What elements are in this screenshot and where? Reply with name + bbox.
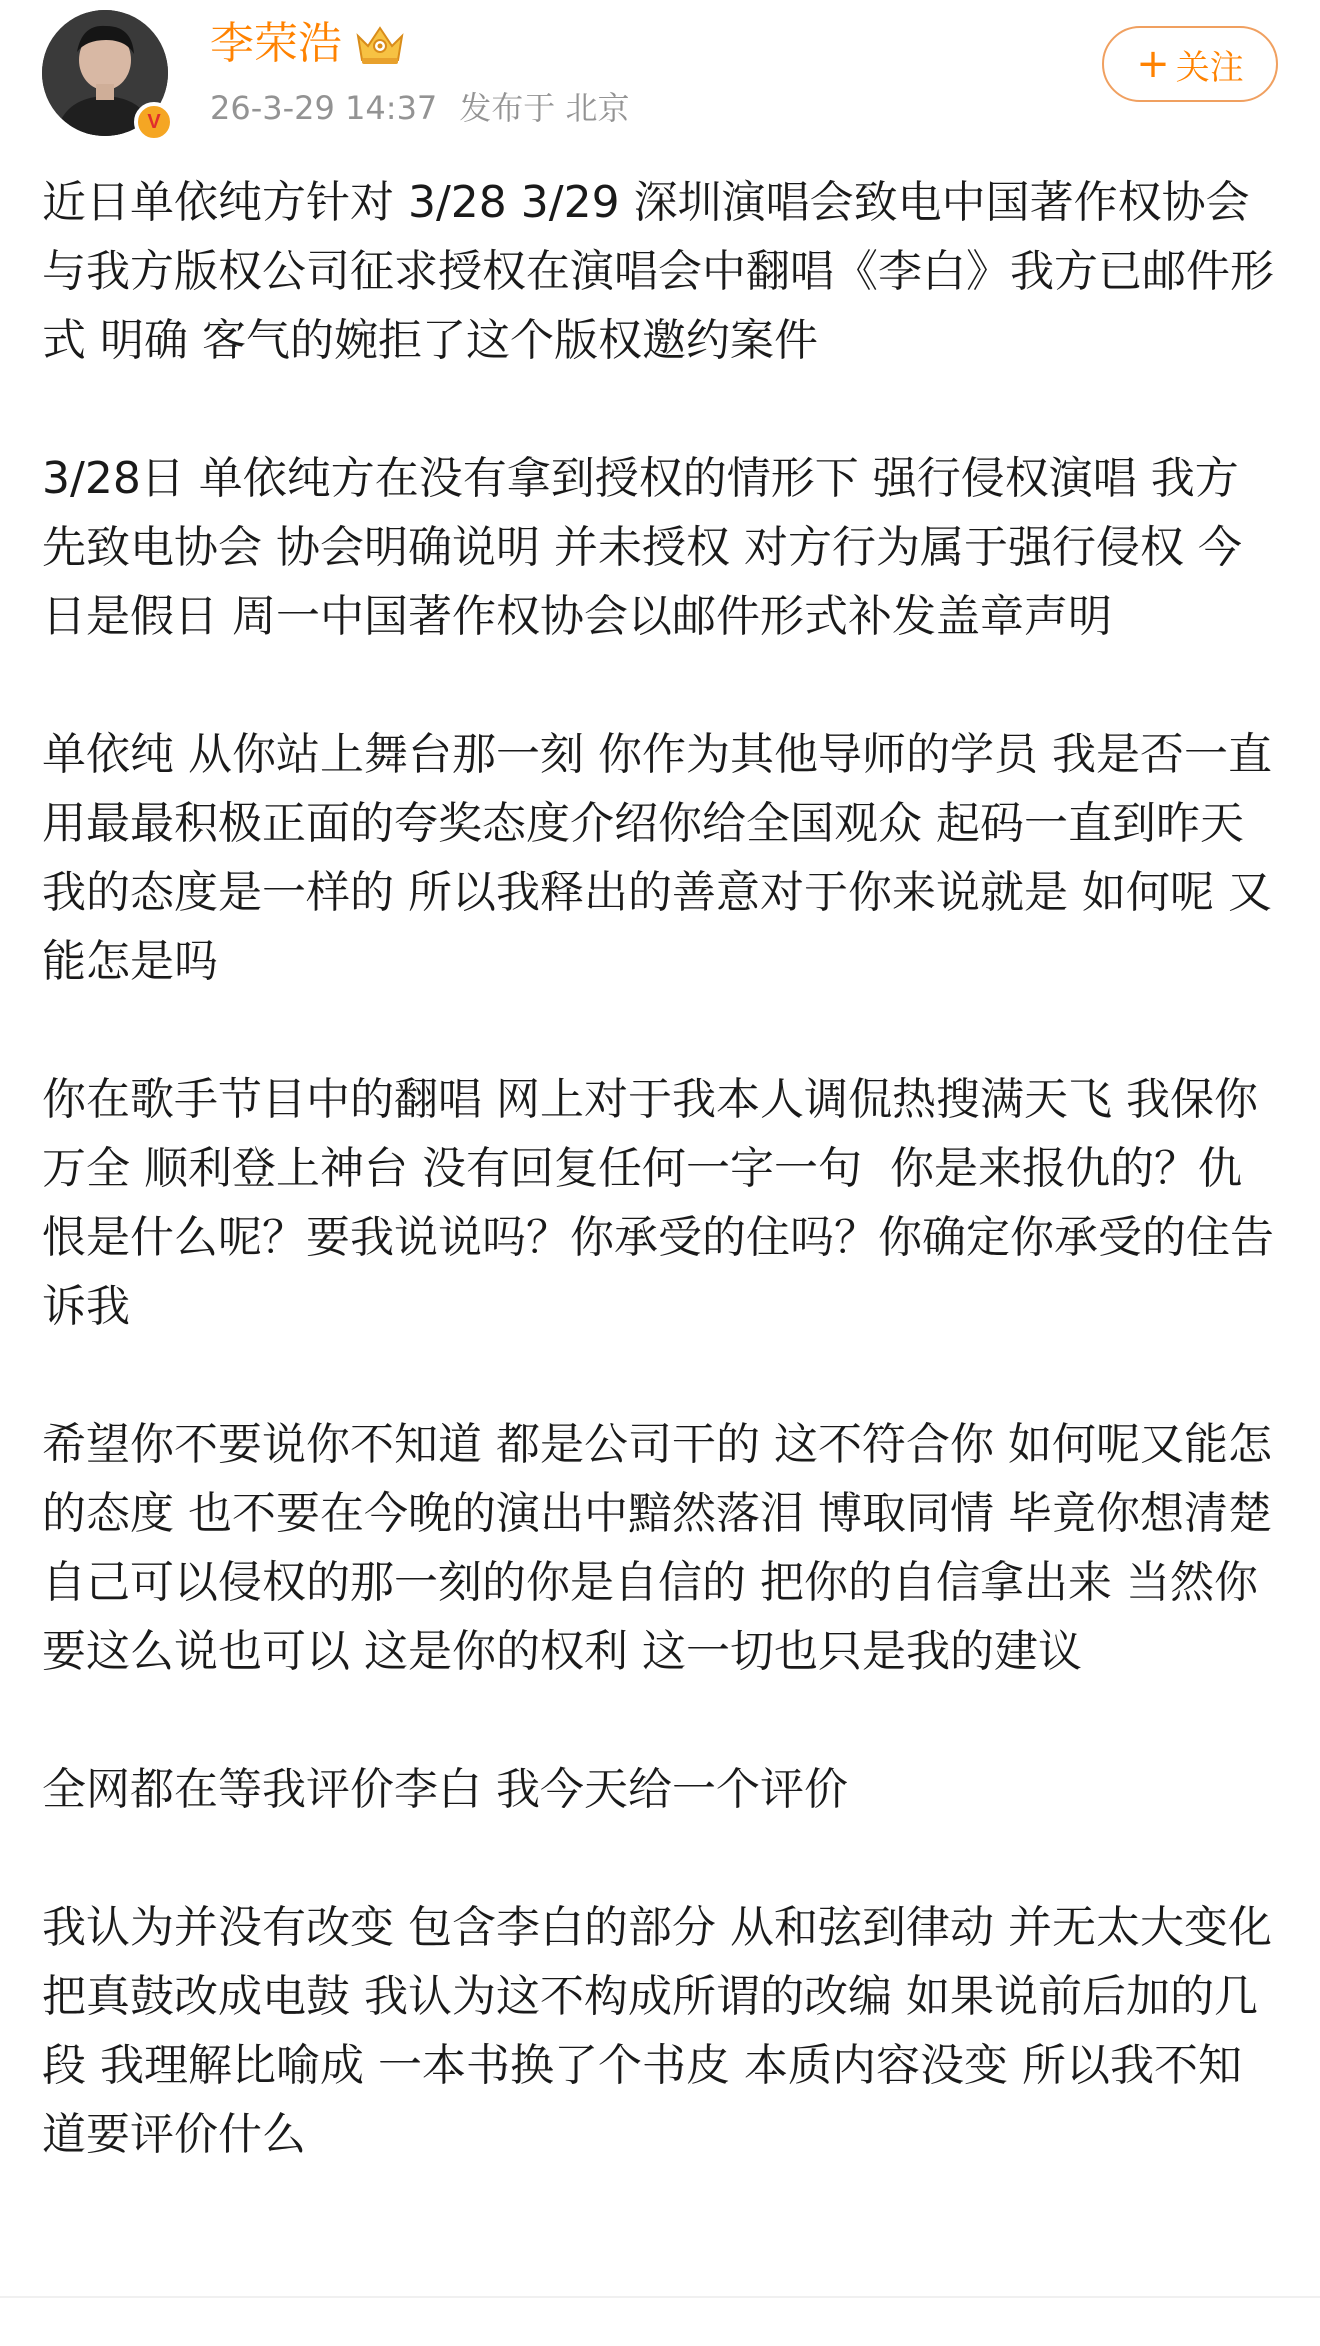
post-body [42, 168, 1286, 2238]
post-paragraph-1: 近日单依纯方针对 3/28 3/29 深圳演唱会致电中国著作权协会与我方版权公司征求授权在演唱会中翻唱《李白》我方已邮件形式 明确 客气的婉拒了这个版权邀约案件 [42, 177, 1274, 366]
post-paragraph-7: 我认为并没有改变 包含李白的部分 从和弦到律动 并无太大变化 把真鼓改成电鼓 我认为这不构成所谓的改编 如果说前后加的几段 我理解比喻成 一本书换了个书皮 本质内容没变 所以我不知道要评价什么 [42, 1902, 1286, 2160]
post-paragraph-3: 单依纯 从你站上舞台那一刻 你作为其他导师的学员 我是否一直用最最积极正面的夸奖态度介绍你给全国观众 起码一直到昨天 我的态度是一样的 所以我释出的善意对于你来说就是 如何呢 又能怎是吗 [42, 729, 1272, 987]
author-name[interactable]: 李荣浩 [210, 18, 342, 69]
follow-label: 关注 [1175, 47, 1244, 88]
follow-button[interactable] [1102, 26, 1278, 102]
divider [0, 2296, 1320, 2298]
verified-v-icon: V [147, 111, 161, 133]
avatar[interactable] [42, 10, 168, 136]
verified-badge-icon [134, 102, 174, 142]
plus-icon: + [1136, 41, 1170, 87]
post-paragraph-6: 全网都在等我评价李白 我今天给一个评价 [42, 1764, 848, 1815]
post-header [0, 0, 1320, 150]
post-paragraph-2: 3/28日 单依纯方在没有拿到授权的情形下 强行侵权演唱 我方先致电协会 协会明确说明 并未授权 对方行为属于强行侵权 今日是假日 周一中国著作权协会以邮件形式补发盖章声明 [42, 453, 1242, 642]
post-location: 发布于 北京 [459, 89, 630, 127]
post-meta [210, 86, 629, 130]
post-paragraph-5: 希望你不要说你不知道 都是公司干的 这不符合你 如何呢又能怎的态度 也不要在今晚的演出中黯然落泪 博取同情 毕竟你想清楚自己可以侵权的那一刻的你是自信的 把你的自信拿出来 当然你要这么说也可以 这是你的权利 这一切也只是我的建议 [42, 1419, 1272, 1677]
post-timestamp: 26-3-29 14:37 [210, 89, 438, 127]
post-paragraph-4: 你在歌手节目中的翻唱 网上对于我本人调侃热搜满天飞 我保你万全 顺利登上神台 没有回复任何一字一句 你是来报仇的？仇恨是什么呢？要我说说吗？你承受的住吗？你确定你承受的住告诉我 [42, 1074, 1274, 1332]
crown-icon [352, 20, 408, 68]
